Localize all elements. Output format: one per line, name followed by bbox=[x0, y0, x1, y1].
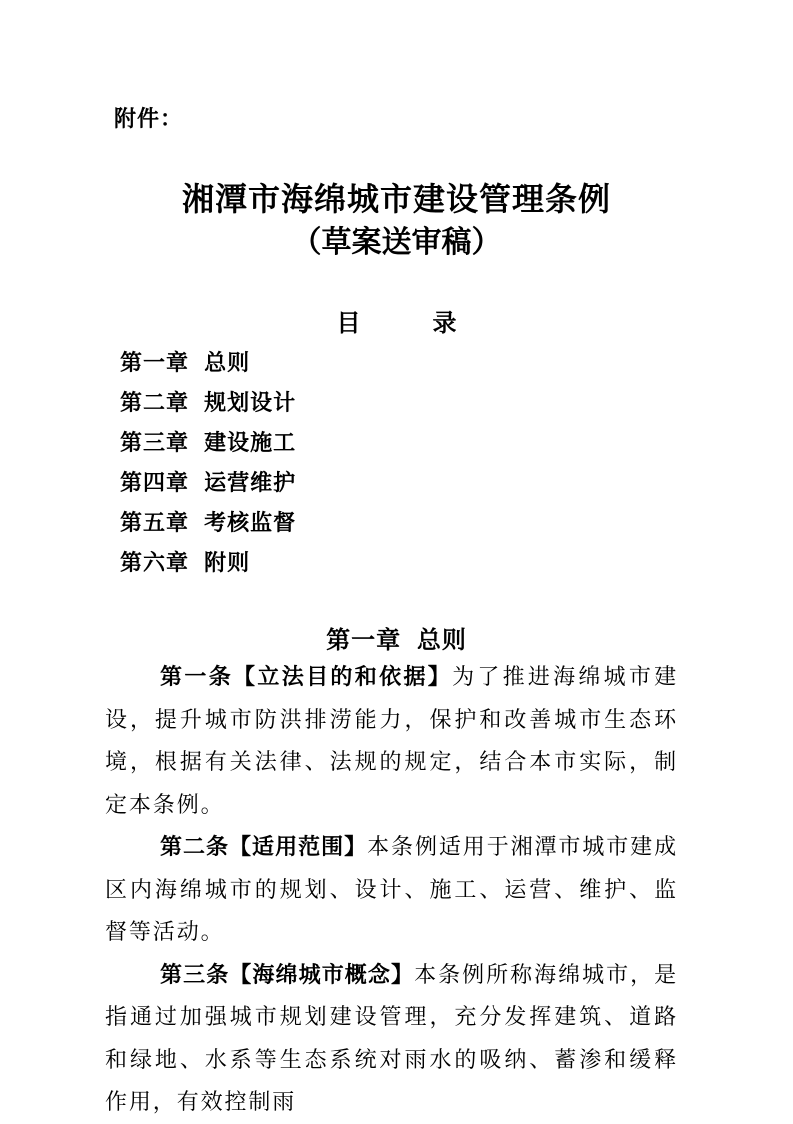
article-1-text: 为了推进海绵城市建设，提升城市防洪排涝能力，保护和改善城市生态环境，根据有关法律、法规的规定，结合本市实际，制定本条例。 bbox=[105, 664, 678, 817]
toc-item-chapter-1: 第一章 总则 bbox=[120, 350, 251, 375]
document-subtitle: （草案送审稿） bbox=[291, 226, 502, 259]
document-body bbox=[105, 656, 678, 1124]
article-3-lead: 第三条【海绵城市概念】 bbox=[160, 961, 415, 987]
toc-item-chapter-5: 第五章 考核监督 bbox=[120, 510, 297, 535]
article-2-lead: 第二条【适用范围】 bbox=[160, 834, 368, 859]
article-1-lead: 第一条【立法目的和依据】 bbox=[160, 664, 453, 689]
article-3-text: 本条例所称海绵城市，是指通过加强城市规划建设管理，充分发挥建筑、道路和绿地、水系等生态系统对雨水的吸纳、蓄渗和缓释作用，有效控制雨 bbox=[105, 961, 678, 1114]
article-2-paragraph bbox=[105, 826, 678, 954]
chapter-1-heading: 第一章 总则 bbox=[326, 627, 467, 654]
toc-item-chapter-6: 第六章 附则 bbox=[120, 550, 251, 575]
toc-list bbox=[120, 343, 296, 583]
article-1-paragraph bbox=[105, 656, 678, 826]
attachment-label: 附件： bbox=[114, 106, 184, 131]
toc-heading-char-left: 目 bbox=[336, 310, 361, 337]
article-3-paragraph bbox=[105, 954, 678, 1124]
toc-item-chapter-3: 第三章 建设施工 bbox=[120, 430, 297, 455]
toc-heading bbox=[0, 303, 793, 338]
toc-item-chapter-2: 第二章 规划设计 bbox=[120, 390, 297, 415]
document-title: 湘潭市海绵城市建设管理条例 bbox=[181, 181, 611, 217]
article-2-text: 本条例适用于湘潭市城市建成区内海绵城市的规划、设计、施工、运营、维护、监督等活动。 bbox=[105, 834, 678, 944]
toc-heading-char-right: 录 bbox=[432, 310, 457, 337]
toc-item-chapter-4: 第四章 运营维护 bbox=[120, 470, 297, 495]
